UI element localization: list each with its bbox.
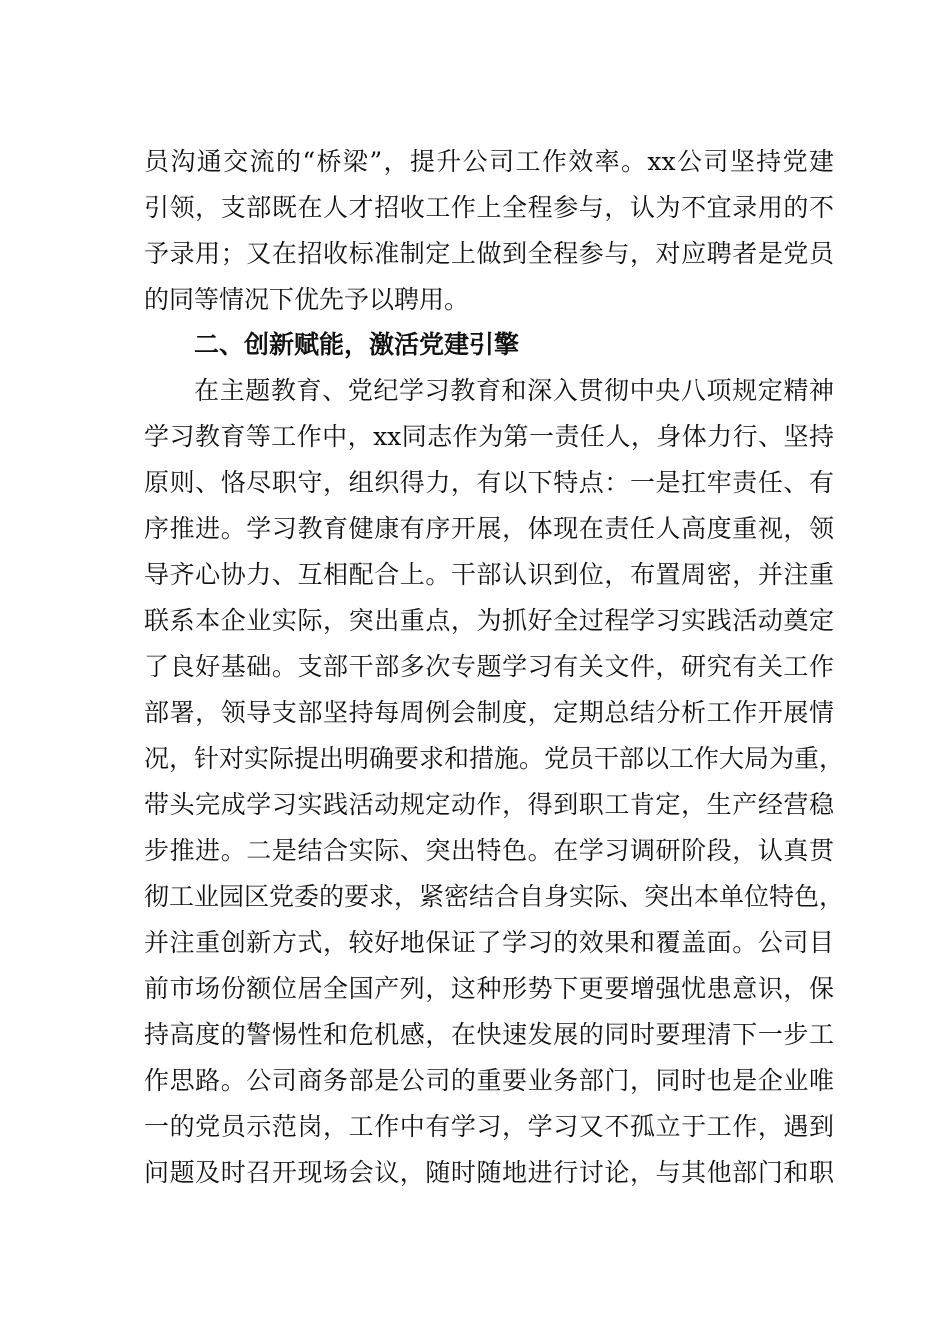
paragraph-line: 联系本企业实际，突出重点，为抓好全过程学习实践活动奠定 (144, 606, 834, 635)
paragraph-line: 带头完成学习实践活动规定动作，得到职工肯定，生产经营稳 (144, 790, 834, 819)
paragraph-line: 了良好基础。支部干部多次专题学习有关文件，研究有关工作 (144, 652, 834, 681)
paragraph-line: 学习教育等工作中，xx同志作为第一责任人，身体力行、坚持 (144, 422, 834, 451)
paragraph-line: 步推进。二是结合实际、突出特色。在学习调研阶段，认真贯 (144, 836, 834, 865)
paragraph-line: 彻工业园区党委的要求，紧密结合自身实际、突出本单位特色， (144, 882, 845, 911)
paragraph-line: 问题及时召开现场会议，随时随地进行讨论，与其他部门和职 (144, 1158, 834, 1187)
paragraph-line: 序推进。学习教育健康有序开展，体现在责任人高度重视，领 (144, 514, 834, 543)
paragraph-line: 在主题教育、党纪学习教育和深入贯彻中央八项规定精神 (194, 376, 834, 405)
paragraph-line: 一的党员示范岗，工作中有学习，学习又不孤立于工作，遇到 (144, 1112, 834, 1141)
paragraph-line: 的同等情况下优先予以聘用。 (144, 285, 470, 314)
paragraph-line: 部署，领导支部坚持每周例会制度，定期总结分析工作开展情 (144, 698, 834, 727)
paragraph-line: 员沟通交流的“桥梁”，提升公司工作效率。xx公司坚持党建 (144, 147, 834, 176)
paragraph-line: 况，针对实际提出明确要求和措施。党员干部以工作大局为重， (144, 744, 845, 773)
paragraph-line: 原则、恪尽职守，组织得力，有以下特点：一是扛牢责任、有 (144, 468, 834, 497)
paragraph-line: 予录用；又在招收标准制定上做到全程参与，对应聘者是党员 (144, 239, 834, 268)
paragraph-line: 引领，支部既在人才招收工作上全程参与，认为不宜录用的不 (144, 193, 834, 222)
paragraph-line: 作思路。公司商务部是公司的重要业务部门，同时也是企业唯 (144, 1066, 834, 1095)
paragraph-line: 导齐心协力、互相配合上。干部认识到位，布置周密，并注重 (144, 560, 834, 589)
paragraph-line: 前市场份额位居全国产列，这种形势下更要增强忧患意识，保 (144, 974, 834, 1003)
section-heading: 二、创新赋能，激活党建引擎 (194, 330, 520, 359)
paragraph-line: 持高度的警惕性和危机感，在快速发展的同时要理清下一步工 (144, 1020, 834, 1049)
paragraph-line: 并注重创新方式，较好地保证了学习的效果和覆盖面。公司目 (144, 928, 834, 957)
